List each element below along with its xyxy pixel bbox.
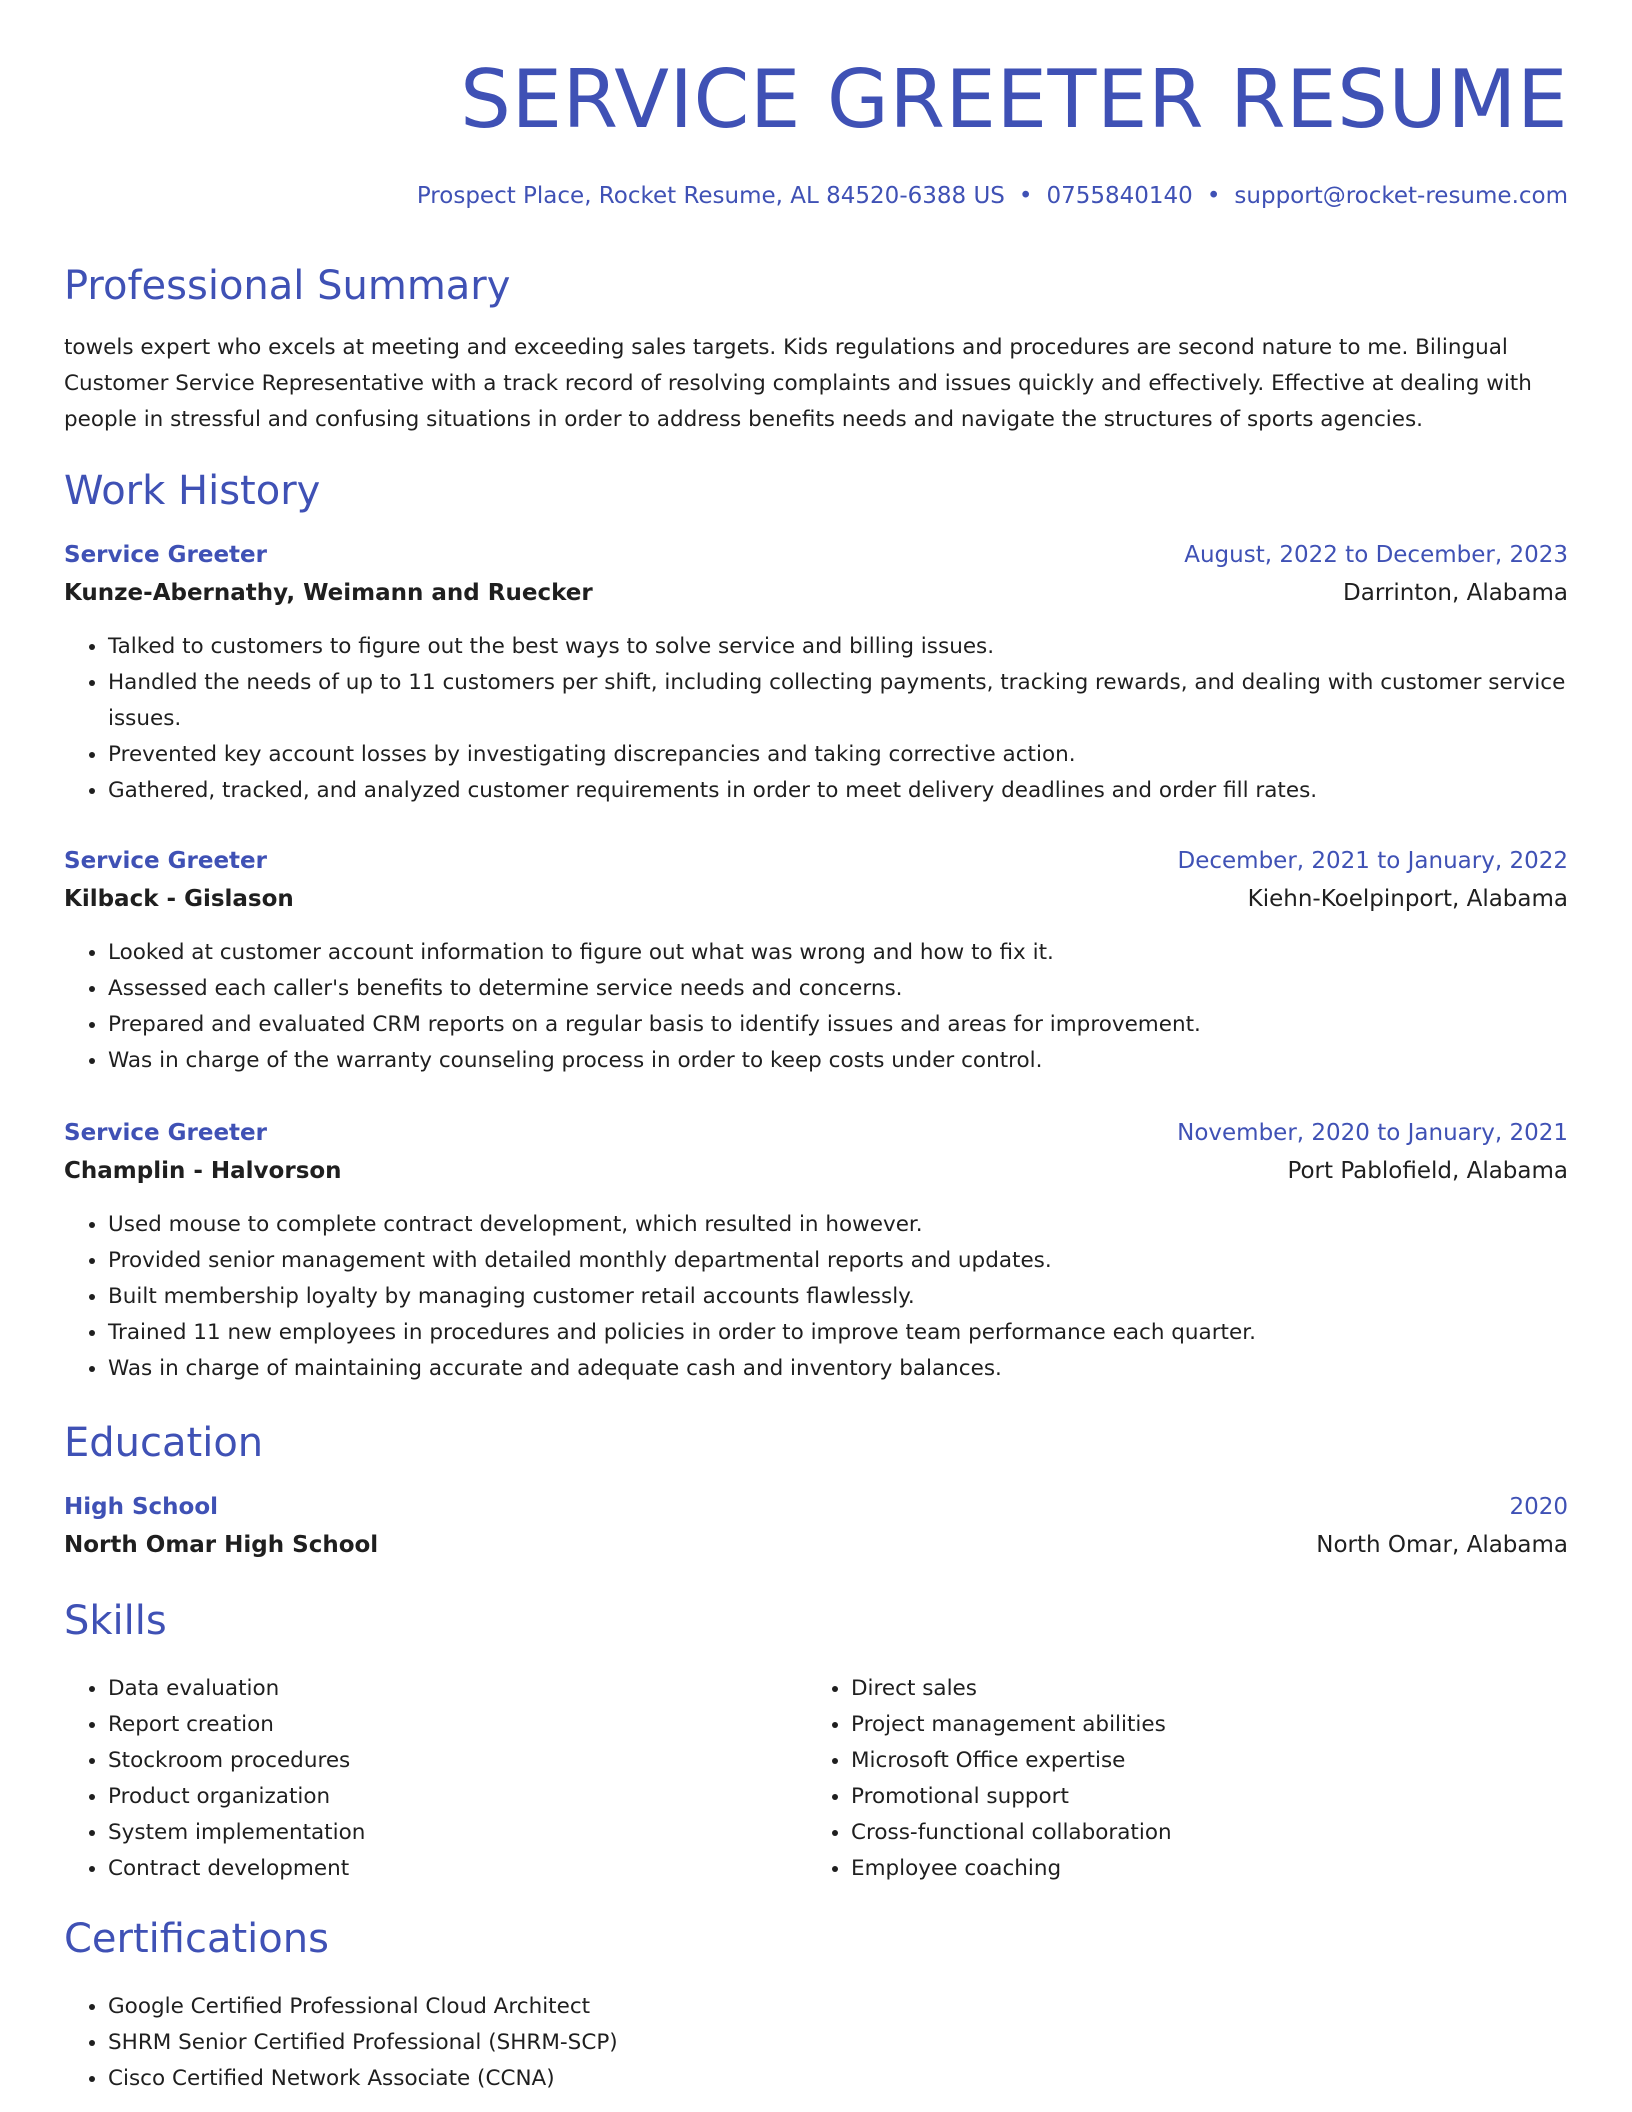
certification-item: • Google Certified Professional Cloud Architect [108,1989,1108,2025]
education-school: North Omar High School [64,1532,379,1558]
job-bullet: • Prevented key account losses by investigating discrepancies and taking corrective action. [108,737,1568,773]
resume-page [64,0,1568,2112]
job-location: Kiehn-Koelpinport, Alabama [1247,886,1568,912]
job-bullet: • Talked to customers to figure out the best ways to solve service and billing issues. [108,629,1568,665]
job-company: Champlin - Halvorson [64,1158,342,1184]
job-title: Service Greeter [64,1120,267,1146]
skill-item: • Data evaluation [108,1671,808,1707]
job-bullet: • Looked at customer account information to figure out what was wrong and how to fix it. [108,935,1568,971]
job-company: Kunze-Abernathy, Weimann and Ruecker [64,580,593,606]
skills-list-left [64,1671,808,1887]
job-title: Service Greeter [64,542,267,568]
education-year: 2020 [1509,1494,1568,1520]
resume-title: SERVICE GREETER RESUME [460,53,1568,146]
skills-list-right [807,1671,1551,1887]
job-location: Darrinton, Alabama [1343,580,1568,606]
job-employer-row [64,881,1568,917]
job-bullet: • Assessed each caller's benefits to determine service needs and concerns. [108,971,1568,1007]
contact-separator: • [1206,183,1221,209]
job-header [64,843,1568,879]
skill-item: • Direct sales [851,1671,1551,1707]
skill-item: • Product organization [108,1779,808,1815]
certifications-heading: Certifications [64,1916,329,1962]
skill-item: • Employee coaching [851,1851,1551,1887]
job-employer-row [64,575,1568,611]
contact-separator: • [1018,183,1033,209]
skills-heading: Skills [64,1598,167,1644]
job-bullet: • Used mouse to complete contract development, which resulted in however. [108,1207,1568,1243]
skill-item: • Microsoft Office expertise [851,1743,1551,1779]
job-dates: December, 2021 to January, 2022 [1177,848,1568,874]
education-school-row [64,1527,1568,1563]
job-bullet: • Provided senior management with detailed monthly departmental reports and updates. [108,1243,1568,1279]
certifications-list [64,1989,1108,2097]
job-bullet: • Was in charge of maintaining accurate and adequate cash and inventory balances. [108,1351,1568,1387]
contact-line [417,180,1568,212]
education-location: North Omar, Alabama [1316,1532,1568,1558]
job-bullet: • Trained 11 new employees in procedures and policies in order to improve team performance each quarter. [108,1315,1568,1351]
skill-item: • Promotional support [851,1779,1551,1815]
skill-item: • System implementation [108,1815,808,1851]
job-dates: August, 2022 to December, 2023 [1184,542,1568,568]
contact-email: support@rocket-resume.com [1234,183,1568,209]
contact-address: Prospect Place, Rocket Resume, AL 84520-6388 US [416,183,1005,209]
job-bullets [64,1207,1568,1387]
certification-item: • SHRM Senior Certified Professional (SHRM-SCP) [108,2025,1108,2061]
job-bullet: • Handled the needs of up to 11 customers per shift, including collecting payments, tracking rewards, and dealing with customer service issues. [108,665,1568,737]
skill-item: • Project management abilities [851,1707,1551,1743]
skill-item: • Stockroom procedures [108,1743,808,1779]
job-bullet: • Gathered, tracked, and analyzed customer requirements in order to meet delivery deadlines and order fill rates. [108,773,1568,809]
job-bullet: • Built membership loyalty by managing customer retail accounts flawlessly. [108,1279,1568,1315]
summary-text: towels expert who excels at meeting and exceeding sales targets. Kids regulations and procedures are second nature to me. Bilingual Customer Service Representative with a track record of resolving complaints and issues quickly and effectively. Effective at dealing with people in stressful and confusing situations in order to address benefits needs and navigate the structures of sports agencies. [64,335,1532,432]
education-header [64,1489,1568,1525]
summary-heading: Professional Summary [64,263,511,309]
job-location: Port Pablofield, Alabama [1287,1158,1568,1184]
education-heading: Education [64,1420,264,1466]
skill-item: • Contract development [108,1851,808,1887]
certification-item: • Cisco Certified Network Associate (CCNA) [108,2061,1108,2097]
job-company: Kilback - Gislason [64,886,294,912]
job-title: Service Greeter [64,848,267,874]
contact-phone: 0755840140 [1046,183,1193,209]
work-history-heading: Work History [64,468,321,514]
job-bullet: • Prepared and evaluated CRM reports on a regular basis to identify issues and areas for improvement. [108,1007,1568,1043]
job-bullet: • Was in charge of the warranty counseling process in order to keep costs under control. [108,1043,1568,1079]
job-bullets [64,629,1568,809]
skill-item: • Report creation [108,1707,808,1743]
job-dates: November, 2020 to January, 2021 [1177,1120,1568,1146]
job-employer-row [64,1153,1568,1189]
skill-item: • Cross-functional collaboration [851,1815,1551,1851]
job-bullets [64,935,1568,1079]
education-degree: High School [64,1494,219,1520]
job-header [64,537,1568,573]
job-header [64,1115,1568,1151]
